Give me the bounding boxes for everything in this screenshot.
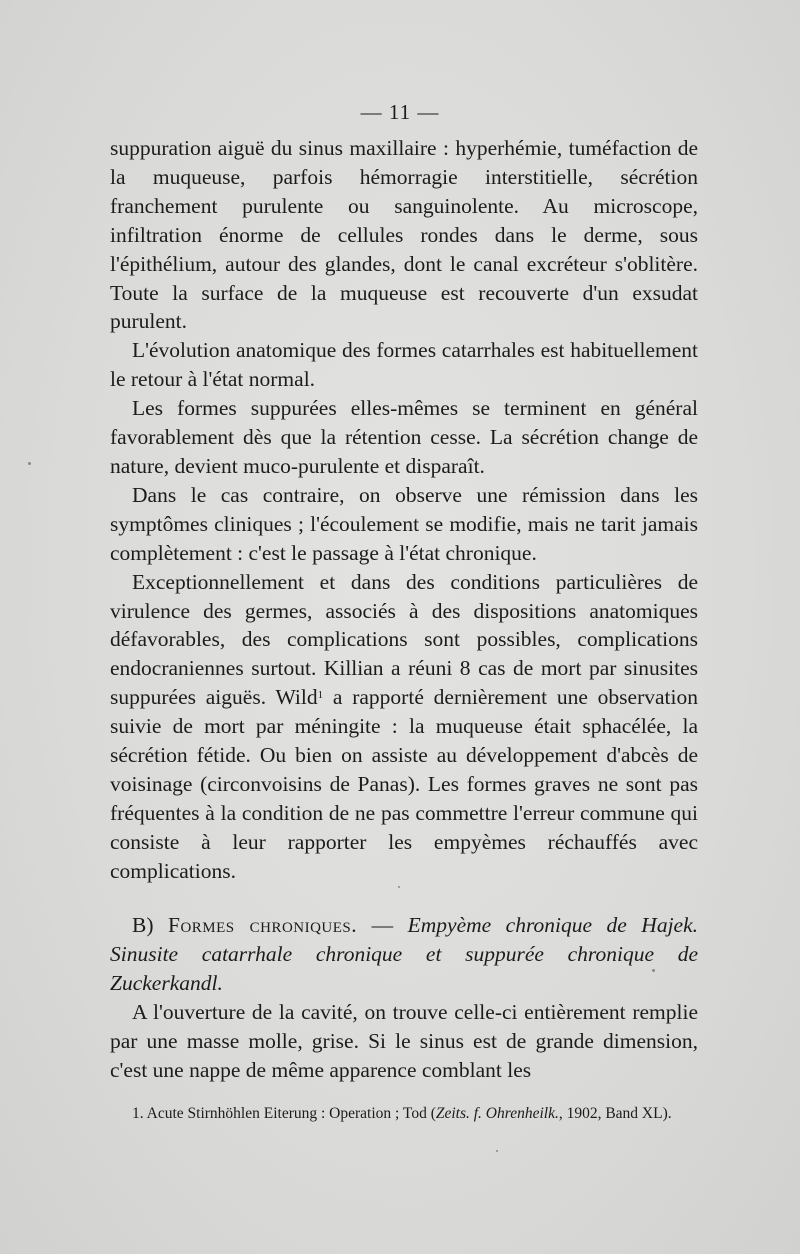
paper-speck — [652, 969, 655, 972]
footnote-journal: Zeits. f. Ohrenheilk. — [435, 1105, 559, 1122]
page-number: — 11 — — [360, 100, 440, 124]
paragraph-2: L'évolution anatomique des formes catarrhales est habituellement le retour à l'état normal. — [110, 338, 698, 392]
section-dash: — — [357, 913, 408, 937]
section-heading — [110, 911, 698, 998]
section-b — [110, 911, 698, 1084]
footnote — [110, 1102, 698, 1126]
footnote-text — [110, 1102, 698, 1126]
paragraph-5-after: a rapporté dernièrement une observation suivie de mort par méningite : la muqueuse était sphacélée, la sécrétion fétide. Ou bien on assiste au développement d'abcès de voisinage (circonvoisins de Panas). Les formes graves ne sont pas fréquentes à la condition de ne pas commettre l'erreur commune qui consiste à leur rapporter les empyèmes réchauffés avec complications. — [110, 685, 698, 883]
paper-speck — [398, 886, 400, 888]
paper-speck — [496, 1150, 498, 1152]
footnote-text-after: , 1902, Band XL). — [558, 1105, 672, 1122]
paragraph-5-before: Exceptionnellement et dans des conditions particulières de virulence des germes, associés à des dispositions anatomiques défavorables, des complications sont possibles, complications endocraniennes surtout. Killian a réuni 8 cas de mort par sinusites suppurées aiguës. Wild — [110, 569, 698, 710]
paragraph-5 — [110, 568, 698, 886]
section-paragraph: A l'ouverture de la cavité, on trouve celle-ci entièrement remplie par une masse molle, grise. Si le sinus est de grande dimension, c'est une nappe de même apparence comblant les — [110, 999, 698, 1082]
paragraph-1: suppuration aiguë du sinus maxillaire : hyperhémie, tuméfaction de la muqueuse, parfois hémorragie interstitielle, sécrétion franchement purulente ou sanguinolente. Au microscope, infiltration énorme de cellules rondes dans le derme, sous l'épithélium, autour des glandes, dont le canal excréteur s'oblitère. Toute la surface de la muqueuse est recouverte d'un exsudat purulent. — [110, 136, 698, 334]
main-text — [110, 134, 698, 886]
paper-speck — [28, 462, 31, 465]
paragraph-4: Dans le cas contraire, on observe une rémission dans les symptômes cliniques ; l'écoulement se modifie, mais ne tarit jamais complètement : c'est le passage à l'état chronique. — [110, 482, 698, 565]
footnote-reference[interactable]: 1 — [317, 689, 324, 702]
section-label: B) — [132, 913, 168, 937]
section-title: Formes chroniques. — [167, 913, 358, 937]
footnote-text-before: Acute Stirnhöhlen Eiterung : Operation ; Tod ( — [146, 1105, 436, 1122]
footnote-number: 1. — [132, 1105, 147, 1122]
paragraph-3: Les formes suppurées elles-mêmes se terminent en général favorablement dès que la rétention cesse. La sécrétion change de nature, devient muco-purulente et disparaît. — [110, 396, 698, 478]
section-subtitle: Empyème chronique de Hajek. Sinusite catarrhale chronique et suppurée chronique de Zuckerkandl. — [110, 913, 699, 995]
